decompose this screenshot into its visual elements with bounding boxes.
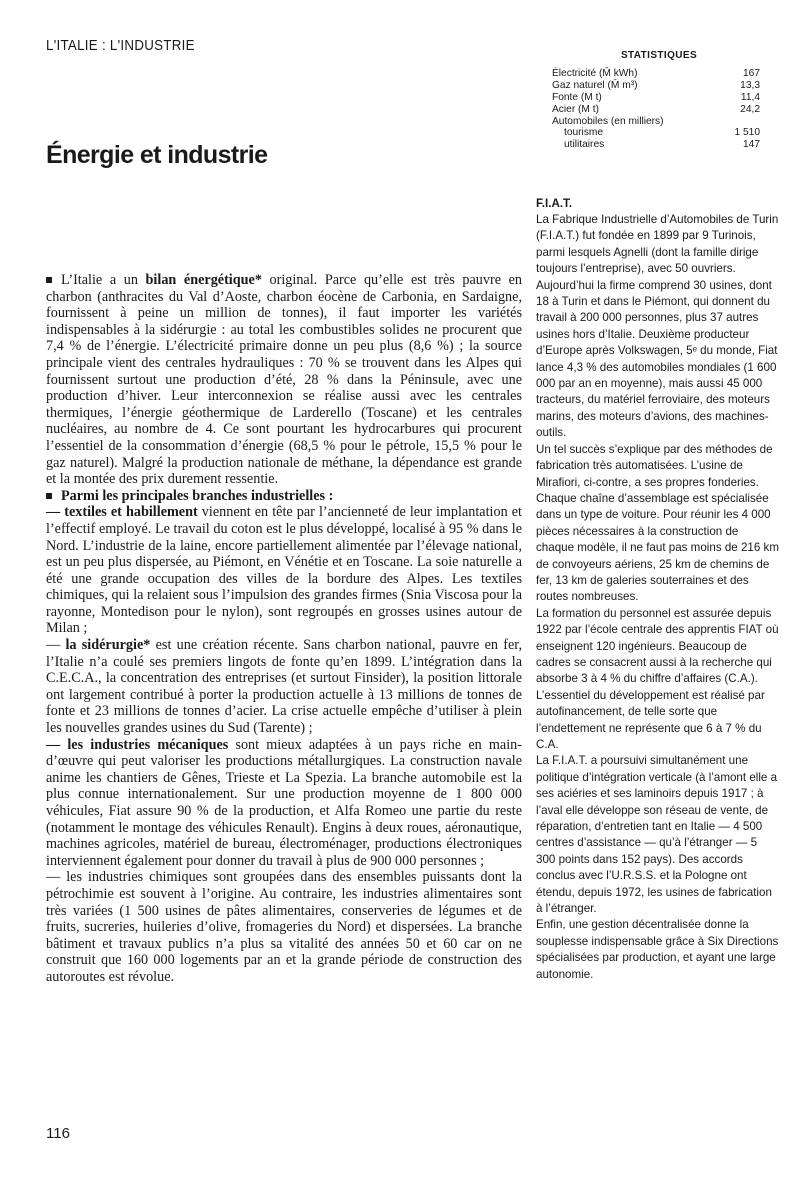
stat-value: 167 <box>743 67 760 79</box>
stat-row-tourisme <box>552 127 760 139</box>
emphasis: — les industries mécaniques <box>46 736 229 753</box>
emphasis: bilan énergétique* <box>145 272 262 288</box>
statistics-box <box>552 50 760 151</box>
emphasis: Parmi les principales branches industrielles : <box>61 487 334 504</box>
bullet-icon <box>46 277 52 283</box>
mechanical-paragraph: — les industries mécaniques sont mieux adaptées à un pays riche en main-d’œuvre qui peut valoriser les productions métallurgiques. La construction navale anime les chantiers de Gênes, Trieste et La Spezia. La branche automobile est la plus connue internationalement. Sur une production moyenne de 1 800 000 véhicules, Fiat assure 90 % de la production, et Alfa Romeo une partie du reste (notamment le montage des véhicules Renault). Engins à deux roues, aéronautique, machines agricoles, matériel de bureau, électroménager, productions électroniques interviennent également pour donner du travail à plus de 900 000 personnes ; <box>46 736 522 869</box>
stat-row-fonte <box>552 92 760 104</box>
stat-row-gaz <box>552 80 760 92</box>
chemical-food-paragraph: — les industries chimiques sont groupées dans des ensembles puissants dont la pétrochimie est souvent à l’origine. Au contraire, les industries alimentaires sont très variées (1 500 usines de pâtes alimentaires, conserveries de légumes et de fruits, sucreries, huileries d’olive, fromageries du Nord) et dispersées. La branche bâtiment et travaux publics n’a plus sa vitalité des années 50 et 60 car on ne construit que 160 000 logements par an et la grande période de construction des autoroutes est révolue. <box>46 869 522 985</box>
stat-row-acier <box>552 104 760 116</box>
fiat-paragraph: La Fabrique Industrielle d’Automobiles de Turin (F.I.A.T.) fut fondée en 1899 par 9 Turinois, parmi lesquels Agnelli (dont la famille dirige toujours l’entreprise), avec 50 ouvriers. Aujourd’hui la firme comprend 30 usines, dont 18 à Turin et dans le Piémont, qui donnent du travail à 200 000 personnes, plus 37 autres usines hors d’Italie. Deuxième producteur d’Europe après Volkswagen, 5ᵉ du monde, Fiat lance 4,3 % des automobiles mondiales (1 600 000 par an en moyenne), mais aussi 45 000 tracteurs, du matériel ferroviaire, des moteurs marins, des moteurs d’avions, des machines-outils. <box>536 213 779 440</box>
textiles-paragraph: — textiles et habillement viennent en tête par l’ancienneté de leur implantation et l’effectif employé. Le travail du coton est le plus développé, localisé à 95 % dans le Nord. L’industrie de la laine, encore partiellement alimentée par l’élevage national, est un peu plus dispersée, au Piémont, en Vénétie et en Toscane. La soie naturelle a été une grande occupation des villes de la bordure des Alpes. Les textiles chimiques, qui la relaient sous l’impulsion des grandes firmes (Snia Viscosa pour la rayonne, Montedison pour le nylon), sont regroupés en grosses usines autour de Milan ; <box>46 504 522 637</box>
stat-label: Gaz naturel (M̄ m³) <box>552 79 638 91</box>
branches-intro-text <box>61 488 333 504</box>
stat-value <box>720 116 760 128</box>
stat-label: Électricité (M̄ kWh) <box>552 67 638 79</box>
fiat-paragraph: La formation du personnel est assurée depuis 1922 par l’école centrale des apprentis FIAT où enseignent 120 ingénieurs. Beaucoup de cadres se consacrent aussi à la recherche qui absorbe 3 à 4 % du chiffre d’affaires (C.A.). <box>536 606 779 686</box>
fiat-paragraph: La F.I.A.T. a poursuivi simultanément une politique d’intégration verticale (à l’amont elle a ses aciéries et ses laminoirs depuis 1917 ; à l’aval elle développe son réseau de vente, de réparation, d’entretien tant en Italie — 4 500 centres d’assistance — qu’à l’étranger — 5 300 points dans 152 pays). Des accords conclus avec l’U.R.S.S. et la Pologne ont étendu, depuis 1972, les usines de fabrication à l’étranger. <box>536 754 778 916</box>
fiat-paragraph: L’essentiel du développement est réalisé par autofinancement, de telle sorte que l’endettement ne représente que 6 à 7 % du C.A. <box>536 688 765 751</box>
stat-value: 147 <box>743 139 760 151</box>
stat-value: 11,4 <box>740 91 760 103</box>
stat-row-automobiles <box>552 116 760 128</box>
stat-label: Acier (M t) <box>552 103 599 115</box>
stat-value: 1 510 <box>734 127 760 139</box>
fiat-sidebar <box>536 197 779 983</box>
statistics-title: STATISTIQUES <box>620 50 698 61</box>
branches-intro <box>46 488 522 505</box>
stat-value: 13,3 <box>740 79 760 91</box>
emphasis: la sidérurgie* <box>65 637 151 654</box>
bullet-icon <box>46 493 52 499</box>
fiat-paragraph: Enfin, une gestion décentralisée donne la souplesse indispensable grâce à Six Directions spécialisées par production, et ayant une large autonomie. <box>536 918 779 981</box>
fiat-paragraph: Un tel succès s’explique par des méthodes de fabrication très automatisées. L’usine de Mirafiori, ci-contre, a ses propres fonderies. Chaque chaîne d’assemblage est spécialisée dans un type de voiture. Pour réunir les 4 000 pièces nécessaires à la construction de chaque modèle, il ne faut pas moins de 216 km de convoyeurs aériens, 25 km de chemins de fer, 13 km de galeries souterraines et des routes nombreuses. <box>536 442 779 604</box>
stat-value: 24,2 <box>740 103 760 115</box>
emphasis: — textiles et habillement <box>46 504 198 521</box>
energy-paragraph <box>46 272 522 488</box>
page-title: Énergie et industrie <box>46 141 268 169</box>
stat-row-utilitaires <box>552 139 760 151</box>
stat-row-electricite <box>552 68 760 80</box>
stat-label: utilitaires <box>564 139 605 151</box>
stat-label: Automobiles (en milliers) <box>552 115 664 127</box>
page-number: 116 <box>46 1125 70 1142</box>
fiat-heading: F.I.A.T. <box>536 197 573 210</box>
stat-label: tourisme <box>564 127 604 139</box>
running-head: L'ITALIE : L'INDUSTRIE <box>46 38 195 54</box>
energy-paragraph-text: L’Italie a un bilan énergétique* original. Parce qu’elle est très pauvre en charbon (anthracites du Val d’Aoste, charbon éocène de Carbonia, en Sardaigne, fournissent à peine un million de tonnes), il faut importer les variétés indispensables à la sidérurgie : au total les combustibles solides ne procurent que 7,4 % de l’énergie. L’électricité primaire donne un peu plus (8,6 %) ; la source principale vient des centrales hydrauliques : 70 % se trouvent dans les Alpes qui fournissent surtout une production d’été, 28 % dans la Péninsule, avec une production d’hiver. Leur interconnexion se réalise aussi avec les centrales thermiques, l’énergie géothermique de Larderello (Toscane) et les centrales nucléaires, au nombre de 4. Ce sont pourtant les hydrocarbures qui procurent l’essentiel de la consommation d’énergie (68,5 % pour le pétrole, 15,5 % pour le gaz naturel). Malgré la production nationale de méthane, la dépendance est grande et la montée des prix durement ressentie. <box>46 272 522 488</box>
steel-paragraph: — la sidérurgie* est une création récente. Sans charbon national, pauvre en fer, l’Italie n’a coulé ses premiers lingots de fonte qu’en 1899. L’intégration dans la C.E.C.A., la concentration des entreprises (et surtout Finsider), la position littorale ont largement contribué à porter la production actuelle à 13 millions de tonnes de fonte et 23 millions de tonnes d’acier. La crise actuelle empêche d’utiliser à plein les nouvelles grandes usines du Sud (Tarente) ; <box>46 637 522 737</box>
stat-label: Fonte (M t) <box>552 91 602 103</box>
main-text <box>46 272 522 986</box>
